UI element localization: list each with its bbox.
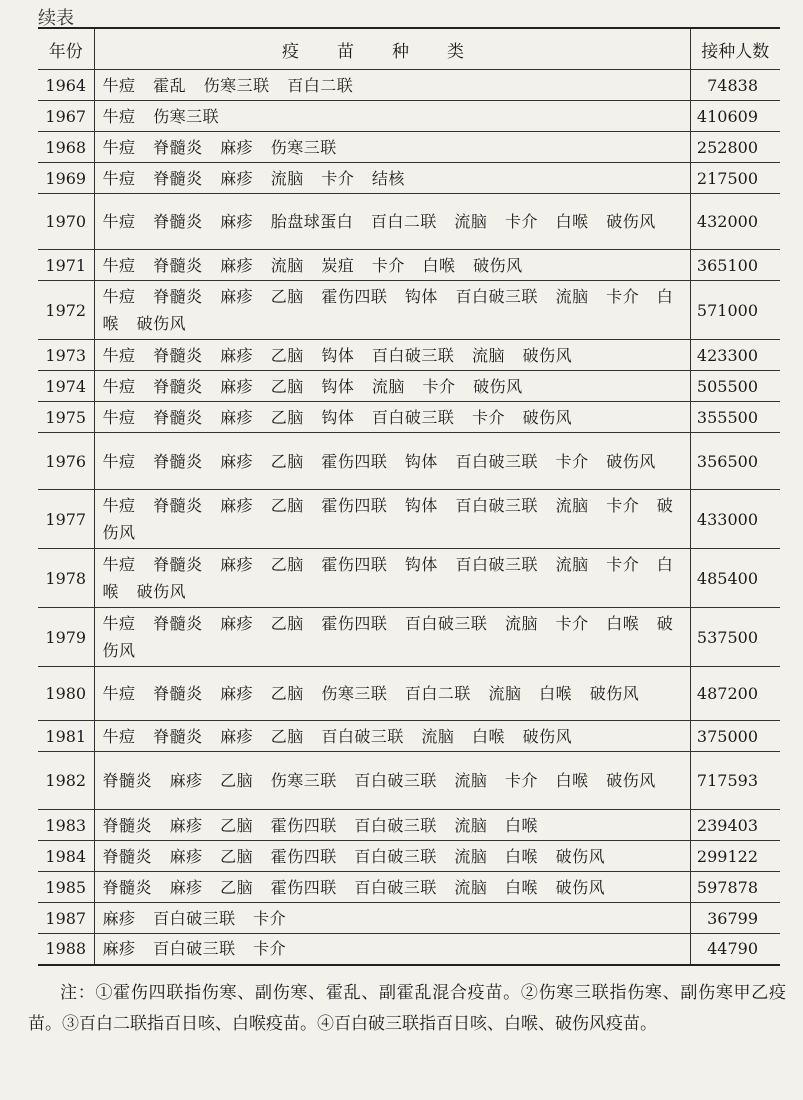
- row-year: 1979: [38, 608, 94, 667]
- row-vaccines: 牛痘 脊髓炎 麻疹 流脑 炭疽 卡介 白喉 破伤风: [94, 250, 690, 281]
- table-row: [38, 371, 780, 402]
- row-count: 252800: [690, 132, 780, 163]
- row-year: 1964: [38, 70, 94, 101]
- table-row: [38, 281, 780, 340]
- row-count: 433000: [690, 490, 780, 549]
- header-year: 年份: [38, 28, 94, 70]
- row-year: 1974: [38, 371, 94, 402]
- row-count: 571000: [690, 281, 780, 340]
- table-row: [38, 810, 780, 841]
- row-vaccines: 牛痘 脊髓炎 麻疹 伤寒三联: [94, 132, 690, 163]
- row-count: 505500: [690, 371, 780, 402]
- table-row: [38, 721, 780, 752]
- row-year: 1976: [38, 433, 94, 490]
- table-row: [38, 194, 780, 250]
- row-vaccines: 脊髓炎 麻疹 乙脑 霍伤四联 百白破三联 流脑 白喉 破伤风: [94, 841, 690, 872]
- row-count: 74838: [690, 70, 780, 101]
- row-year: 1973: [38, 340, 94, 371]
- row-count: 537500: [690, 608, 780, 667]
- table-header-row: [38, 28, 780, 70]
- row-vaccines: 牛痘 脊髓炎 麻疹 乙脑 钩体 流脑 卡介 破伤风: [94, 371, 690, 402]
- row-count: 365100: [690, 250, 780, 281]
- row-vaccines: 牛痘 脊髓炎 麻疹 流脑 卡介 结核: [94, 163, 690, 194]
- vaccination-table: [38, 27, 780, 966]
- row-year: 1972: [38, 281, 94, 340]
- row-vaccines: 牛痘 脊髓炎 麻疹 乙脑 霍伤四联 钩体 百白破三联 卡介 破伤风: [94, 433, 690, 490]
- row-vaccines: 麻疹 百白破三联 卡介: [94, 903, 690, 934]
- row-vaccines: 牛痘 脊髓炎 麻疹 乙脑 霍伤四联 钩体 百白破三联 流脑 卡介 白喉 破伤风: [94, 281, 690, 340]
- row-count: 44790: [690, 934, 780, 965]
- row-year: 1984: [38, 841, 94, 872]
- row-year: 1987: [38, 903, 94, 934]
- row-count: 356500: [690, 433, 780, 490]
- table-row: [38, 872, 780, 903]
- row-count: 410609: [690, 101, 780, 132]
- row-year: 1968: [38, 132, 94, 163]
- row-count: 299122: [690, 841, 780, 872]
- row-count: 355500: [690, 402, 780, 433]
- table-row: [38, 608, 780, 667]
- row-vaccines: 牛痘 脊髓炎 麻疹 胎盘球蛋白 百白二联 流脑 卡介 白喉 破伤风: [94, 194, 690, 250]
- row-count: 597878: [690, 872, 780, 903]
- header-vaccine: 疫苗种类: [94, 28, 690, 70]
- row-count: 36799: [690, 903, 780, 934]
- row-year: 1980: [38, 667, 94, 721]
- table-body: [38, 70, 780, 965]
- row-year: 1971: [38, 250, 94, 281]
- table-caption: 续表: [38, 8, 74, 29]
- table-row: [38, 250, 780, 281]
- row-vaccines: 脊髓炎 麻疹 乙脑 霍伤四联 百白破三联 流脑 白喉: [94, 810, 690, 841]
- row-count: 217500: [690, 163, 780, 194]
- row-vaccines: 牛痘 脊髓炎 麻疹 乙脑 霍伤四联 钩体 百白破三联 流脑 卡介 破伤风: [94, 490, 690, 549]
- row-count: 423300: [690, 340, 780, 371]
- row-count: 485400: [690, 549, 780, 608]
- row-vaccines: 牛痘 脊髓炎 麻疹 乙脑 霍伤四联 钩体 百白破三联 流脑 卡介 白喉 破伤风: [94, 549, 690, 608]
- row-vaccines: 牛痘 脊髓炎 麻疹 乙脑 霍伤四联 百白破三联 流脑 卡介 白喉 破伤风: [94, 608, 690, 667]
- row-count: 375000: [690, 721, 780, 752]
- table-row: [38, 70, 780, 101]
- row-vaccines: 牛痘 伤寒三联: [94, 101, 690, 132]
- row-count: 487200: [690, 667, 780, 721]
- table-row: [38, 340, 780, 371]
- table-row: [38, 841, 780, 872]
- row-year: 1970: [38, 194, 94, 250]
- table-row: [38, 903, 780, 934]
- row-year: 1978: [38, 549, 94, 608]
- row-year: 1967: [38, 101, 94, 132]
- table-row: [38, 433, 780, 490]
- row-vaccines: 脊髓炎 麻疹 乙脑 伤寒三联 百白破三联 流脑 卡介 白喉 破伤风: [94, 752, 690, 810]
- row-count: 717593: [690, 752, 780, 810]
- row-year: 1985: [38, 872, 94, 903]
- row-vaccines: 牛痘 脊髓炎 麻疹 乙脑 钩体 百白破三联 卡介 破伤风: [94, 402, 690, 433]
- row-year: 1988: [38, 934, 94, 965]
- table-row: [38, 163, 780, 194]
- header-count: 接种人数: [690, 28, 780, 70]
- row-vaccines: 牛痘 脊髓炎 麻疹 乙脑 钩体 百白破三联 流脑 破伤风: [94, 340, 690, 371]
- row-year: 1981: [38, 721, 94, 752]
- row-vaccines: 麻疹 百白破三联 卡介: [94, 934, 690, 965]
- row-year: 1975: [38, 402, 94, 433]
- table-row: [38, 667, 780, 721]
- row-vaccines: 牛痘 脊髓炎 麻疹 乙脑 伤寒三联 百白二联 流脑 白喉 破伤风: [94, 667, 690, 721]
- row-year: 1983: [38, 810, 94, 841]
- table-row: [38, 934, 780, 965]
- row-count: 432000: [690, 194, 780, 250]
- row-vaccines: 脊髓炎 麻疹 乙脑 霍伤四联 百白破三联 流脑 白喉 破伤风: [94, 872, 690, 903]
- table-row: [38, 752, 780, 810]
- table-row: [38, 490, 780, 549]
- row-year: 1982: [38, 752, 94, 810]
- row-vaccines: 牛痘 脊髓炎 麻疹 乙脑 百白破三联 流脑 白喉 破伤风: [94, 721, 690, 752]
- table-row: [38, 101, 780, 132]
- table-row: [38, 549, 780, 608]
- table-row: [38, 402, 780, 433]
- row-count: 239403: [690, 810, 780, 841]
- table-notes: 注：①霍伤四联指伤寒、副伤寒、霍乱、副霍乱混合疫苗。②伤寒三联指伤寒、副伤寒甲乙疫苗。③百白二联指百日咳、白喉疫苗。④百白破三联指百日咳、白喉、破伤风疫苗。: [28, 983, 786, 1034]
- table-row: [38, 132, 780, 163]
- row-vaccines: 牛痘 霍乱 伤寒三联 百白二联: [94, 70, 690, 101]
- row-year: 1969: [38, 163, 94, 194]
- row-year: 1977: [38, 490, 94, 549]
